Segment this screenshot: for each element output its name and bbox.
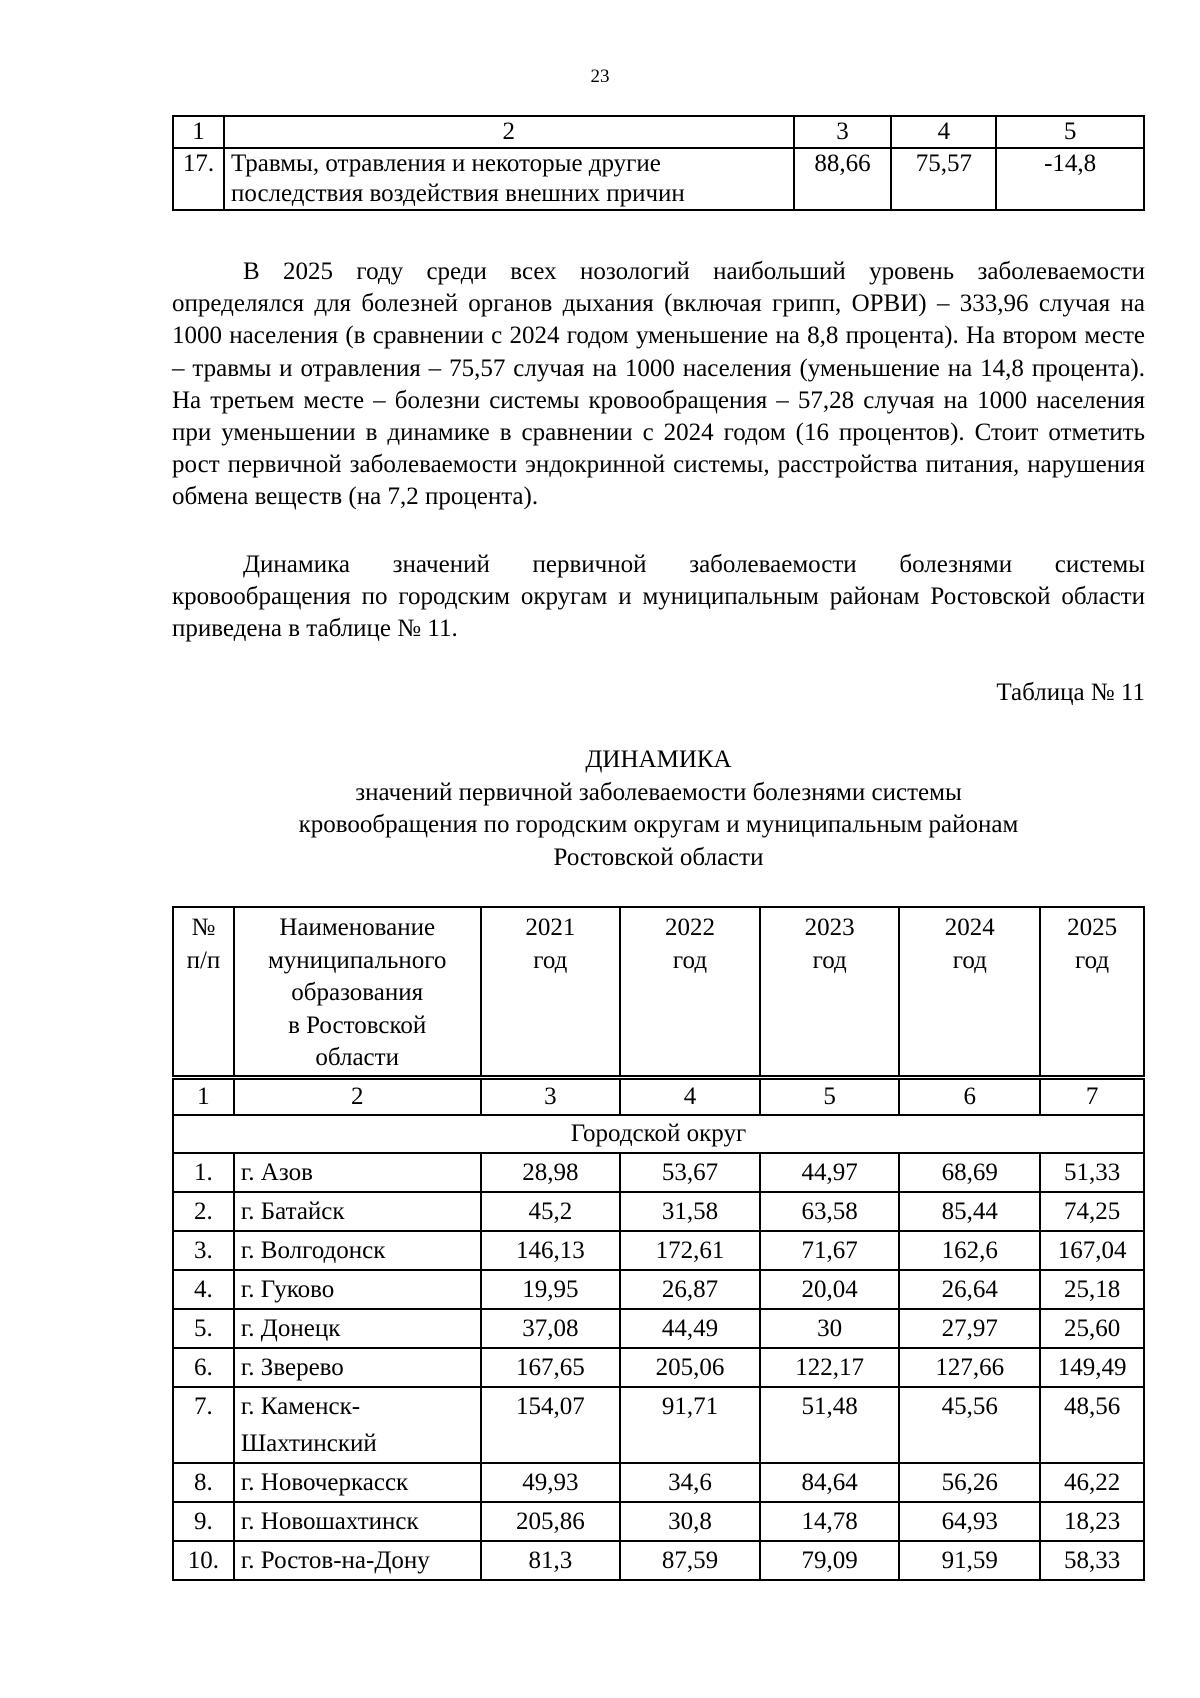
column-number-row xyxy=(173,1077,1144,1115)
column-number: 4 xyxy=(620,1077,760,1115)
table-row xyxy=(173,1192,1144,1231)
row-name-line: г. Каменск- xyxy=(240,1392,361,1420)
column-number: 5 xyxy=(760,1077,900,1115)
row-value: 20,04 xyxy=(760,1270,900,1309)
row-value: 44,97 xyxy=(760,1153,900,1192)
row-value: 162,6 xyxy=(899,1231,1040,1270)
header-line: муниципального xyxy=(267,946,447,974)
table-row xyxy=(173,148,1144,210)
row-number: 7. xyxy=(173,1387,234,1463)
title-line: значений первичной заболеваемости болезнями системы xyxy=(355,778,962,806)
header-year: 2022 xyxy=(665,914,715,941)
row-value: 53,67 xyxy=(620,1153,760,1192)
row-value: 26,64 xyxy=(899,1270,1040,1309)
column-number: 3 xyxy=(481,1077,621,1115)
row-name: г. Азов xyxy=(234,1153,481,1192)
row-name: г. Новочеркасск xyxy=(234,1463,481,1502)
header-unit: год xyxy=(952,946,987,974)
table-title xyxy=(172,744,1145,874)
row-value: 58,33 xyxy=(1040,1541,1144,1580)
row-value: 28,98 xyxy=(481,1153,621,1192)
table-row xyxy=(173,1348,1144,1387)
table-label: Таблица № 11 xyxy=(996,679,1145,706)
row-name-line: Травмы, отравления и некоторые другие xyxy=(230,150,661,177)
title-line: Ростовской области xyxy=(553,843,764,871)
row-value: 75,57 xyxy=(891,148,996,210)
header-year: 2024 xyxy=(944,914,995,941)
table-row xyxy=(173,1387,1144,1463)
column-number: 5 xyxy=(996,116,1144,148)
table-row xyxy=(173,1463,1144,1502)
row-value: 14,78 xyxy=(760,1502,900,1541)
section-title: Городской округ xyxy=(173,1115,1144,1153)
header-cell-year xyxy=(899,907,1040,1077)
row-value: 51,33 xyxy=(1040,1153,1144,1192)
column-number: 6 xyxy=(899,1077,1040,1115)
row-value: 127,66 xyxy=(899,1348,1040,1387)
section-row xyxy=(173,1115,1144,1153)
row-name xyxy=(224,148,794,210)
header-line: № xyxy=(191,914,216,941)
column-number: 3 xyxy=(794,116,892,148)
row-value: 87,59 xyxy=(620,1541,760,1580)
column-number-row xyxy=(173,116,1144,148)
row-number: 17. xyxy=(173,148,224,210)
header-cell-year xyxy=(1040,907,1144,1077)
body-paragraph xyxy=(172,549,1145,646)
row-value: 81,3 xyxy=(481,1541,621,1580)
row-name: г. Гуково xyxy=(234,1270,481,1309)
header-row xyxy=(173,907,1144,1077)
row-number: 2. xyxy=(173,1192,234,1231)
row-number: 3. xyxy=(173,1231,234,1270)
row-value: 63,58 xyxy=(760,1192,900,1231)
header-cell-name xyxy=(234,907,481,1077)
row-value: 45,2 xyxy=(481,1192,621,1231)
row-value: 88,66 xyxy=(794,148,892,210)
row-value: 31,58 xyxy=(620,1192,760,1231)
header-line: области xyxy=(315,1044,399,1071)
page-number: 23 xyxy=(590,66,610,87)
morbidity-table xyxy=(172,906,1145,1581)
row-number: 9. xyxy=(173,1502,234,1541)
row-number: 10. xyxy=(173,1541,234,1580)
column-number: 2 xyxy=(234,1077,481,1115)
row-name: г. Новошахтинск xyxy=(234,1502,481,1541)
row-value: 149,49 xyxy=(1040,1348,1144,1387)
header-year: 2025 xyxy=(1067,914,1118,941)
row-value: 85,44 xyxy=(899,1192,1040,1231)
row-value: 27,97 xyxy=(899,1309,1040,1348)
row-value: 154,07 xyxy=(481,1387,621,1463)
table-row xyxy=(173,1153,1144,1192)
header-line: п/п xyxy=(186,946,221,974)
column-number: 1 xyxy=(173,116,224,148)
header-cell-year xyxy=(481,907,621,1077)
table-body xyxy=(173,1153,1144,1580)
row-value: 30 xyxy=(760,1309,900,1348)
row-value: 37,08 xyxy=(481,1309,621,1348)
row-name: г. Батайск xyxy=(234,1192,481,1231)
header-line: Наименование xyxy=(279,914,436,941)
row-number: 1. xyxy=(173,1153,234,1192)
row-value: 56,26 xyxy=(899,1463,1040,1502)
row-value: 25,18 xyxy=(1040,1270,1144,1309)
column-number: 7 xyxy=(1040,1077,1144,1115)
table-row xyxy=(173,1502,1144,1541)
row-value: 49,93 xyxy=(481,1463,621,1502)
row-value: 122,17 xyxy=(760,1348,900,1387)
row-name: г. Донецк xyxy=(234,1309,481,1348)
row-value: 74,25 xyxy=(1040,1192,1144,1231)
table-row xyxy=(173,1231,1144,1270)
row-value: 25,60 xyxy=(1040,1309,1144,1348)
header-year: 2023 xyxy=(804,914,855,941)
row-name: г. Волгодонск xyxy=(234,1231,481,1270)
row-value: 205,06 xyxy=(620,1348,760,1387)
title-line: ДИНАМИКА xyxy=(585,746,732,773)
row-value: 205,86 xyxy=(481,1502,621,1541)
body-paragraph xyxy=(172,256,1145,514)
header-cell-number xyxy=(173,907,234,1077)
row-value: 146,13 xyxy=(481,1231,621,1270)
row-number: 4. xyxy=(173,1270,234,1309)
header-cell-year xyxy=(760,907,900,1077)
row-name-line: последствия воздействия внешних причин xyxy=(230,180,685,207)
row-value: 91,59 xyxy=(899,1541,1040,1580)
row-number: 8. xyxy=(173,1463,234,1502)
header-unit: год xyxy=(533,946,568,974)
row-value: 172,61 xyxy=(620,1231,760,1270)
row-name: г. Ростов-на-Дону xyxy=(234,1541,481,1580)
header-line: в Ростовской xyxy=(288,1011,427,1039)
row-value: 30,8 xyxy=(620,1502,760,1541)
header-cell-year xyxy=(620,907,760,1077)
row-value: 71,67 xyxy=(760,1231,900,1270)
row-name xyxy=(234,1387,481,1463)
row-number: 5. xyxy=(173,1309,234,1348)
row-value: 46,22 xyxy=(1040,1463,1144,1502)
row-value: 34,6 xyxy=(620,1463,760,1502)
table-row xyxy=(173,1270,1144,1309)
row-value: 167,65 xyxy=(481,1348,621,1387)
header-unit: год xyxy=(672,946,708,974)
row-value: 48,56 xyxy=(1040,1387,1144,1463)
header-unit: год xyxy=(1074,946,1110,974)
header-year: 2021 xyxy=(525,914,576,941)
header-line: образования xyxy=(291,979,424,1006)
paragraph-text: В 2025 году среди всех нозологий наибольший уровень заболеваемости определялся для болезней органов дыхания (включая грипп, ОРВИ) – 333,96 случая на 1000 населения (в сравнении с 2024 годом уменьшение на 8,8 процента). На втором месте – травмы и отравления – 75,57 случая на 1000 населения (уменьшение на 14,8 процента). На третьем месте – болезни системы кровообращения – 57,28 случая на 1000 населения при уменьшении в динамике в сравнении с 2024 годом (16 процентов). Стоит отметить рост первичной заболеваемости эндокринной системы, расстройства питания, нарушения обмена веществ (на 7,2 процента). xyxy=(172,258,1145,511)
row-value: 18,23 xyxy=(1040,1502,1144,1541)
continued-table xyxy=(172,115,1145,211)
row-value: 79,09 xyxy=(760,1541,900,1580)
header-unit: год xyxy=(812,946,847,974)
row-value: 84,64 xyxy=(760,1463,900,1502)
row-value: 19,95 xyxy=(481,1270,621,1309)
row-value: 64,93 xyxy=(899,1502,1040,1541)
table-row xyxy=(173,1309,1144,1348)
row-value: -14,8 xyxy=(996,148,1144,210)
row-value: 45,56 xyxy=(899,1387,1040,1463)
row-value: 68,69 xyxy=(899,1153,1040,1192)
row-value: 26,87 xyxy=(620,1270,760,1309)
title-line: кровообращения по городским округам и муниципальным районам xyxy=(298,811,1019,838)
column-number: 1 xyxy=(173,1077,234,1115)
column-number: 2 xyxy=(224,116,794,148)
row-value: 167,04 xyxy=(1040,1231,1144,1270)
table-row xyxy=(173,1541,1144,1580)
row-value: 51,48 xyxy=(760,1387,900,1463)
paragraph-text: Динамика значений первичной заболеваемости болезнями системы кровообращения по городским округам и муниципальным районам Ростовской области приведена в таблице № 11. xyxy=(172,551,1145,643)
row-name-line: Шахтинский xyxy=(240,1429,377,1457)
row-value: 91,71 xyxy=(620,1387,760,1463)
row-number: 6. xyxy=(173,1348,234,1387)
row-value: 44,49 xyxy=(620,1309,760,1348)
column-number: 4 xyxy=(891,116,996,148)
row-name: г. Зверево xyxy=(234,1348,481,1387)
